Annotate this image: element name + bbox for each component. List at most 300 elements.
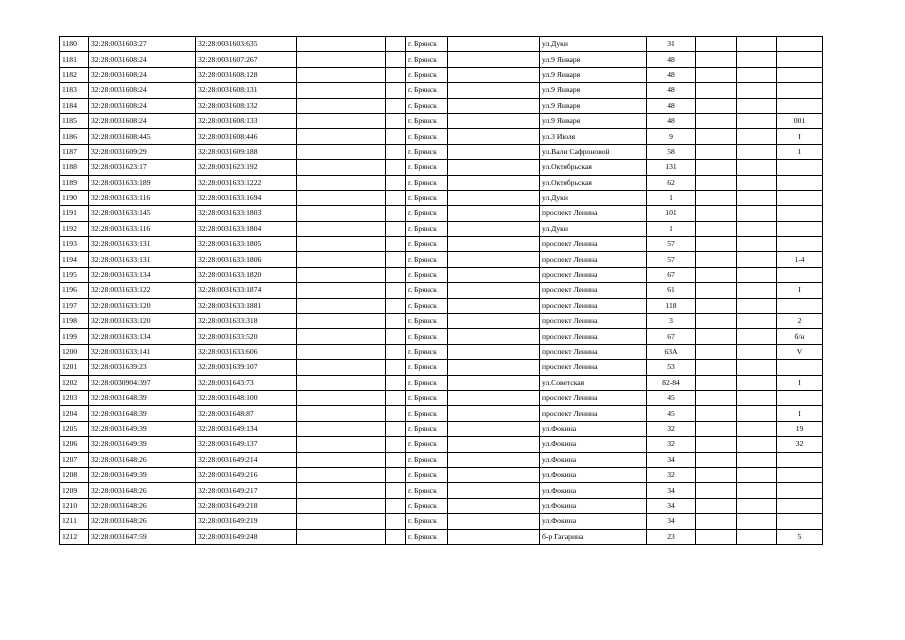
street-cell: проспект Ленина bbox=[540, 360, 647, 375]
blank-col-4-cell bbox=[297, 498, 386, 513]
object-cadastral-number-cell: 32:28:0031633:1820 bbox=[196, 267, 297, 282]
blank-col-10-cell bbox=[696, 421, 737, 436]
blank-col-4-cell bbox=[297, 83, 386, 98]
city-cell: г. Брянск bbox=[406, 283, 448, 298]
blank-col-5-cell bbox=[386, 298, 406, 313]
table-row bbox=[60, 175, 823, 190]
parcel-cadastral-number-cell: 32:28:0030904:397 bbox=[89, 375, 196, 390]
city-cell: г. Брянск bbox=[406, 406, 448, 421]
house-number-cell: 57 bbox=[647, 237, 696, 252]
table-row bbox=[60, 37, 823, 52]
blank-col-5-cell bbox=[386, 344, 406, 359]
street-cell: ул.Советская bbox=[540, 375, 647, 390]
parcel-cadastral-number-cell: 32:28:0031633:141 bbox=[89, 344, 196, 359]
table-body bbox=[60, 37, 823, 545]
blank-col-5-cell bbox=[386, 67, 406, 82]
blank-col-4-cell bbox=[297, 190, 386, 205]
table-row bbox=[60, 437, 823, 452]
blank-col-4-cell bbox=[297, 67, 386, 82]
table-row bbox=[60, 283, 823, 298]
object-cadastral-number-cell: 32:28:0031608:446 bbox=[196, 129, 297, 144]
table-row bbox=[60, 221, 823, 236]
blank-col-10-cell bbox=[696, 267, 737, 282]
blank-col-11-cell bbox=[737, 160, 777, 175]
table-row bbox=[60, 113, 823, 128]
blank-col-10-cell bbox=[696, 406, 737, 421]
street-cell: ул.Фокина bbox=[540, 452, 647, 467]
row-number-cell: 1187 bbox=[60, 144, 89, 159]
city-cell: г. Брянск bbox=[406, 206, 448, 221]
blank-col-10-cell bbox=[696, 221, 737, 236]
blank-col-7-cell bbox=[448, 329, 540, 344]
blank-col-4-cell bbox=[297, 483, 386, 498]
house-number-cell: 32 bbox=[647, 467, 696, 482]
blank-col-4-cell bbox=[297, 467, 386, 482]
parcel-cadastral-number-cell: 32:28:0031648:26 bbox=[89, 452, 196, 467]
blank-col-10-cell bbox=[696, 329, 737, 344]
city-cell: г. Брянск bbox=[406, 129, 448, 144]
table-row bbox=[60, 498, 823, 513]
parcel-cadastral-number-cell: 32:28:0031633:120 bbox=[89, 298, 196, 313]
parcel-cadastral-number-cell: 32:28:0031649:39 bbox=[89, 437, 196, 452]
blank-col-7-cell bbox=[448, 160, 540, 175]
house-number-cell: 57 bbox=[647, 252, 696, 267]
row-number-cell: 1204 bbox=[60, 406, 89, 421]
parcel-cadastral-number-cell: 32:28:0031647:59 bbox=[89, 529, 196, 544]
street-cell: проспект Ленина bbox=[540, 298, 647, 313]
premises-number-cell bbox=[777, 83, 823, 98]
blank-col-5-cell bbox=[386, 267, 406, 282]
parcel-cadastral-number-cell: 32:28:0031633:116 bbox=[89, 221, 196, 236]
parcel-cadastral-number-cell: 32:28:0031608:24 bbox=[89, 67, 196, 82]
object-cadastral-number-cell: 32:28:0031649:217 bbox=[196, 483, 297, 498]
parcel-cadastral-number-cell: 32:28:0031633:120 bbox=[89, 314, 196, 329]
parcel-cadastral-number-cell: 32:28:0031608:24 bbox=[89, 83, 196, 98]
parcel-cadastral-number-cell: 32:28:0031649:39 bbox=[89, 467, 196, 482]
row-number-cell: 1197 bbox=[60, 298, 89, 313]
city-cell: г. Брянск bbox=[406, 175, 448, 190]
city-cell: г. Брянск bbox=[406, 529, 448, 544]
parcel-cadastral-number-cell: 32:28:0031633:145 bbox=[89, 206, 196, 221]
table-row bbox=[60, 252, 823, 267]
house-number-cell: 131 bbox=[647, 160, 696, 175]
row-number-cell: 1199 bbox=[60, 329, 89, 344]
city-cell: г. Брянск bbox=[406, 314, 448, 329]
blank-col-11-cell bbox=[737, 252, 777, 267]
blank-col-10-cell bbox=[696, 160, 737, 175]
premises-number-cell bbox=[777, 98, 823, 113]
table-row bbox=[60, 467, 823, 482]
table-row bbox=[60, 160, 823, 175]
blank-col-7-cell bbox=[448, 206, 540, 221]
city-cell: г. Брянск bbox=[406, 360, 448, 375]
blank-col-10-cell bbox=[696, 67, 737, 82]
parcel-cadastral-number-cell: 32:28:0031608:24 bbox=[89, 52, 196, 67]
row-number-cell: 1196 bbox=[60, 283, 89, 298]
blank-col-4-cell bbox=[297, 283, 386, 298]
premises-number-cell: 001 bbox=[777, 113, 823, 128]
blank-col-4-cell bbox=[297, 129, 386, 144]
blank-col-7-cell bbox=[448, 113, 540, 128]
street-cell: ул.Дуки bbox=[540, 221, 647, 236]
blank-col-4-cell bbox=[297, 37, 386, 52]
parcel-cadastral-number-cell: 32:28:0031603:27 bbox=[89, 37, 196, 52]
city-cell: г. Брянск bbox=[406, 160, 448, 175]
object-cadastral-number-cell: 32:28:0031623:192 bbox=[196, 160, 297, 175]
blank-col-7-cell bbox=[448, 67, 540, 82]
premises-number-cell: I bbox=[777, 406, 823, 421]
premises-number-cell bbox=[777, 221, 823, 236]
blank-col-4-cell bbox=[297, 344, 386, 359]
street-cell: проспект Ленина bbox=[540, 314, 647, 329]
blank-col-4-cell bbox=[297, 144, 386, 159]
row-number-cell: 1184 bbox=[60, 98, 89, 113]
blank-col-11-cell bbox=[737, 467, 777, 482]
table-row bbox=[60, 344, 823, 359]
house-number-cell: 48 bbox=[647, 52, 696, 67]
blank-col-10-cell bbox=[696, 298, 737, 313]
table-row bbox=[60, 98, 823, 113]
blank-col-11-cell bbox=[737, 421, 777, 436]
house-number-cell: 32 bbox=[647, 421, 696, 436]
city-cell: г. Брянск bbox=[406, 113, 448, 128]
blank-col-7-cell bbox=[448, 298, 540, 313]
premises-number-cell: 5 bbox=[777, 529, 823, 544]
object-cadastral-number-cell: 32:28:0031633:1804 bbox=[196, 221, 297, 236]
table-row bbox=[60, 237, 823, 252]
street-cell: проспект Ленина bbox=[540, 329, 647, 344]
blank-col-7-cell bbox=[448, 452, 540, 467]
table-row bbox=[60, 52, 823, 67]
blank-col-7-cell bbox=[448, 175, 540, 190]
premises-number-cell bbox=[777, 52, 823, 67]
parcel-cadastral-number-cell: 32:28:0031633:122 bbox=[89, 283, 196, 298]
blank-col-11-cell bbox=[737, 344, 777, 359]
row-number-cell: 1182 bbox=[60, 67, 89, 82]
table-row bbox=[60, 190, 823, 205]
table-row bbox=[60, 144, 823, 159]
table-row bbox=[60, 67, 823, 82]
blank-col-4-cell bbox=[297, 160, 386, 175]
blank-col-11-cell bbox=[737, 144, 777, 159]
blank-col-10-cell bbox=[696, 390, 737, 405]
blank-col-4-cell bbox=[297, 98, 386, 113]
city-cell: г. Брянск bbox=[406, 298, 448, 313]
parcel-cadastral-number-cell: 32:28:0031648:26 bbox=[89, 498, 196, 513]
blank-col-10-cell bbox=[696, 237, 737, 252]
street-cell: ул.9 Января bbox=[540, 67, 647, 82]
object-cadastral-number-cell: 32:28:0031648:87 bbox=[196, 406, 297, 421]
object-cadastral-number-cell: 32:28:0031633:1222 bbox=[196, 175, 297, 190]
house-number-cell: 101 bbox=[647, 206, 696, 221]
house-number-cell: 48 bbox=[647, 113, 696, 128]
row-number-cell: 1201 bbox=[60, 360, 89, 375]
city-cell: г. Брянск bbox=[406, 98, 448, 113]
street-cell: проспект Ленина bbox=[540, 344, 647, 359]
street-cell: ул.Дуки bbox=[540, 37, 647, 52]
street-cell: проспект Ленина bbox=[540, 390, 647, 405]
object-cadastral-number-cell: 32:28:0031603:635 bbox=[196, 37, 297, 52]
premises-number-cell: I bbox=[777, 375, 823, 390]
house-number-cell: 63А bbox=[647, 344, 696, 359]
street-cell: проспект Ленина bbox=[540, 237, 647, 252]
house-number-cell: 61 bbox=[647, 283, 696, 298]
blank-col-4-cell bbox=[297, 329, 386, 344]
blank-col-4-cell bbox=[297, 390, 386, 405]
row-number-cell: 1181 bbox=[60, 52, 89, 67]
blank-col-11-cell bbox=[737, 406, 777, 421]
row-number-cell: 1180 bbox=[60, 37, 89, 52]
premises-number-cell bbox=[777, 175, 823, 190]
table-row bbox=[60, 529, 823, 544]
house-number-cell: 23 bbox=[647, 529, 696, 544]
row-number-cell: 1185 bbox=[60, 113, 89, 128]
blank-col-11-cell bbox=[737, 298, 777, 313]
row-number-cell: 1210 bbox=[60, 498, 89, 513]
house-number-cell: 48 bbox=[647, 83, 696, 98]
blank-col-5-cell bbox=[386, 406, 406, 421]
premises-number-cell bbox=[777, 452, 823, 467]
object-cadastral-number-cell: 32:28:0031608:128 bbox=[196, 67, 297, 82]
blank-col-11-cell bbox=[737, 206, 777, 221]
blank-col-5-cell bbox=[386, 452, 406, 467]
blank-col-7-cell bbox=[448, 498, 540, 513]
blank-col-5-cell bbox=[386, 113, 406, 128]
blank-col-4-cell bbox=[297, 406, 386, 421]
street-cell: ул.Фокина bbox=[540, 514, 647, 529]
premises-number-cell bbox=[777, 467, 823, 482]
house-number-cell: 34 bbox=[647, 498, 696, 513]
house-number-cell: 62 bbox=[647, 175, 696, 190]
blank-col-7-cell bbox=[448, 144, 540, 159]
street-cell: ул.Вали Сафроновой bbox=[540, 144, 647, 159]
city-cell: г. Брянск bbox=[406, 144, 448, 159]
premises-number-cell bbox=[777, 190, 823, 205]
blank-col-11-cell bbox=[737, 360, 777, 375]
city-cell: г. Брянск bbox=[406, 267, 448, 282]
table-row bbox=[60, 406, 823, 421]
house-number-cell: 1 bbox=[647, 190, 696, 205]
premises-number-cell bbox=[777, 237, 823, 252]
premises-number-cell bbox=[777, 37, 823, 52]
property-register-table bbox=[59, 36, 823, 545]
premises-number-cell bbox=[777, 483, 823, 498]
premises-number-cell bbox=[777, 206, 823, 221]
blank-col-7-cell bbox=[448, 252, 540, 267]
row-number-cell: 1208 bbox=[60, 467, 89, 482]
blank-col-11-cell bbox=[737, 52, 777, 67]
premises-number-cell: 1 bbox=[777, 144, 823, 159]
blank-col-10-cell bbox=[696, 98, 737, 113]
row-number-cell: 1186 bbox=[60, 129, 89, 144]
premises-number-cell: 19 bbox=[777, 421, 823, 436]
city-cell: г. Брянск bbox=[406, 237, 448, 252]
street-cell: проспект Ленина bbox=[540, 206, 647, 221]
blank-col-5-cell bbox=[386, 329, 406, 344]
parcel-cadastral-number-cell: 32:28:0031633:131 bbox=[89, 237, 196, 252]
street-cell: ул.Октябрьская bbox=[540, 175, 647, 190]
house-number-cell: 9 bbox=[647, 129, 696, 144]
blank-col-4-cell bbox=[297, 206, 386, 221]
blank-col-11-cell bbox=[737, 221, 777, 236]
blank-col-7-cell bbox=[448, 437, 540, 452]
blank-col-7-cell bbox=[448, 344, 540, 359]
blank-col-11-cell bbox=[737, 514, 777, 529]
table-row bbox=[60, 452, 823, 467]
row-number-cell: 1200 bbox=[60, 344, 89, 359]
street-cell: ул.Фокина bbox=[540, 483, 647, 498]
row-number-cell: 1205 bbox=[60, 421, 89, 436]
blank-col-5-cell bbox=[386, 483, 406, 498]
object-cadastral-number-cell: 32:28:0031633:520 bbox=[196, 329, 297, 344]
blank-col-10-cell bbox=[696, 113, 737, 128]
object-cadastral-number-cell: 32:28:0031649:219 bbox=[196, 514, 297, 529]
table-row bbox=[60, 83, 823, 98]
blank-col-5-cell bbox=[386, 498, 406, 513]
premises-number-cell: б/н bbox=[777, 329, 823, 344]
row-number-cell: 1211 bbox=[60, 514, 89, 529]
street-cell: проспект Ленина bbox=[540, 252, 647, 267]
house-number-cell: 67 bbox=[647, 267, 696, 282]
blank-col-7-cell bbox=[448, 375, 540, 390]
street-cell: ул.Фокина bbox=[540, 467, 647, 482]
blank-col-11-cell bbox=[737, 452, 777, 467]
premises-number-cell bbox=[777, 514, 823, 529]
blank-col-5-cell bbox=[386, 129, 406, 144]
blank-col-10-cell bbox=[696, 498, 737, 513]
blank-col-11-cell bbox=[737, 113, 777, 128]
blank-col-5-cell bbox=[386, 437, 406, 452]
row-number-cell: 1190 bbox=[60, 190, 89, 205]
blank-col-5-cell bbox=[386, 237, 406, 252]
street-cell: ул.9 Января bbox=[540, 52, 647, 67]
city-cell: г. Брянск bbox=[406, 252, 448, 267]
object-cadastral-number-cell: 32:28:0031649:214 bbox=[196, 452, 297, 467]
blank-col-4-cell bbox=[297, 298, 386, 313]
blank-col-11-cell bbox=[737, 283, 777, 298]
house-number-cell: 82-84 bbox=[647, 375, 696, 390]
parcel-cadastral-number-cell: 32:28:0031633:134 bbox=[89, 329, 196, 344]
object-cadastral-number-cell: 32:28:0031649:248 bbox=[196, 529, 297, 544]
blank-col-11-cell bbox=[737, 83, 777, 98]
house-number-cell: 32 bbox=[647, 437, 696, 452]
blank-col-7-cell bbox=[448, 283, 540, 298]
row-number-cell: 1192 bbox=[60, 221, 89, 236]
table-row bbox=[60, 329, 823, 344]
object-cadastral-number-cell: 32:28:0031649:218 bbox=[196, 498, 297, 513]
table-row bbox=[60, 267, 823, 282]
blank-col-5-cell bbox=[386, 514, 406, 529]
table-row bbox=[60, 298, 823, 313]
parcel-cadastral-number-cell: 32:28:0031633:131 bbox=[89, 252, 196, 267]
blank-col-11-cell bbox=[737, 267, 777, 282]
parcel-cadastral-number-cell: 32:28:0031623:17 bbox=[89, 160, 196, 175]
blank-col-5-cell bbox=[386, 52, 406, 67]
blank-col-10-cell bbox=[696, 344, 737, 359]
premises-number-cell bbox=[777, 390, 823, 405]
blank-col-4-cell bbox=[297, 360, 386, 375]
blank-col-4-cell bbox=[297, 529, 386, 544]
parcel-cadastral-number-cell: 32:28:0031609:29 bbox=[89, 144, 196, 159]
blank-col-5-cell bbox=[386, 283, 406, 298]
blank-col-7-cell bbox=[448, 83, 540, 98]
street-cell: ул.Фокина bbox=[540, 421, 647, 436]
blank-col-5-cell bbox=[386, 375, 406, 390]
object-cadastral-number-cell: 32:28:0031608:132 bbox=[196, 98, 297, 113]
house-number-cell: 53 bbox=[647, 360, 696, 375]
blank-col-5-cell bbox=[386, 160, 406, 175]
object-cadastral-number-cell: 32:28:0031607:267 bbox=[196, 52, 297, 67]
city-cell: г. Брянск bbox=[406, 221, 448, 236]
row-number-cell: 1206 bbox=[60, 437, 89, 452]
object-cadastral-number-cell: 32:28:0031633:1694 bbox=[196, 190, 297, 205]
city-cell: г. Брянск bbox=[406, 190, 448, 205]
blank-col-11-cell bbox=[737, 483, 777, 498]
city-cell: г. Брянск bbox=[406, 344, 448, 359]
city-cell: г. Брянск bbox=[406, 329, 448, 344]
premises-number-cell bbox=[777, 498, 823, 513]
blank-col-10-cell bbox=[696, 467, 737, 482]
city-cell: г. Брянск bbox=[406, 37, 448, 52]
parcel-cadastral-number-cell: 32:28:0031633:116 bbox=[89, 190, 196, 205]
blank-col-4-cell bbox=[297, 267, 386, 282]
parcel-cadastral-number-cell: 32:28:0031648:39 bbox=[89, 390, 196, 405]
blank-col-11-cell bbox=[737, 437, 777, 452]
blank-col-10-cell bbox=[696, 52, 737, 67]
object-cadastral-number-cell: 32:28:0031649:216 bbox=[196, 467, 297, 482]
parcel-cadastral-number-cell: 32:28:0031639:23 bbox=[89, 360, 196, 375]
blank-col-7-cell bbox=[448, 37, 540, 52]
blank-col-5-cell bbox=[386, 314, 406, 329]
city-cell: г. Брянск bbox=[406, 52, 448, 67]
blank-col-10-cell bbox=[696, 360, 737, 375]
row-number-cell: 1194 bbox=[60, 252, 89, 267]
row-number-cell: 1188 bbox=[60, 160, 89, 175]
table-row bbox=[60, 390, 823, 405]
street-cell: ул.9 Января bbox=[540, 83, 647, 98]
blank-col-4-cell bbox=[297, 514, 386, 529]
premises-number-cell: 2 bbox=[777, 314, 823, 329]
blank-col-10-cell bbox=[696, 190, 737, 205]
row-number-cell: 1189 bbox=[60, 175, 89, 190]
city-cell: г. Брянск bbox=[406, 498, 448, 513]
blank-col-10-cell bbox=[696, 175, 737, 190]
premises-number-cell bbox=[777, 298, 823, 313]
house-number-cell: 34 bbox=[647, 452, 696, 467]
blank-col-7-cell bbox=[448, 52, 540, 67]
blank-col-5-cell bbox=[386, 252, 406, 267]
city-cell: г. Брянск bbox=[406, 483, 448, 498]
blank-col-11-cell bbox=[737, 98, 777, 113]
blank-col-5-cell bbox=[386, 175, 406, 190]
blank-col-5-cell bbox=[386, 98, 406, 113]
blank-col-10-cell bbox=[696, 144, 737, 159]
object-cadastral-number-cell: 32:28:0031633:1806 bbox=[196, 252, 297, 267]
table-row bbox=[60, 375, 823, 390]
blank-col-10-cell bbox=[696, 375, 737, 390]
table-row bbox=[60, 129, 823, 144]
blank-col-10-cell bbox=[696, 529, 737, 544]
premises-number-cell bbox=[777, 160, 823, 175]
house-number-cell: 3 bbox=[647, 314, 696, 329]
blank-col-7-cell bbox=[448, 390, 540, 405]
street-cell: ул.3 Июля bbox=[540, 129, 647, 144]
blank-col-7-cell bbox=[448, 129, 540, 144]
parcel-cadastral-number-cell: 32:28:0031648:26 bbox=[89, 514, 196, 529]
parcel-cadastral-number-cell: 32:28:0031648:26 bbox=[89, 483, 196, 498]
row-number-cell: 1183 bbox=[60, 83, 89, 98]
blank-col-7-cell bbox=[448, 529, 540, 544]
